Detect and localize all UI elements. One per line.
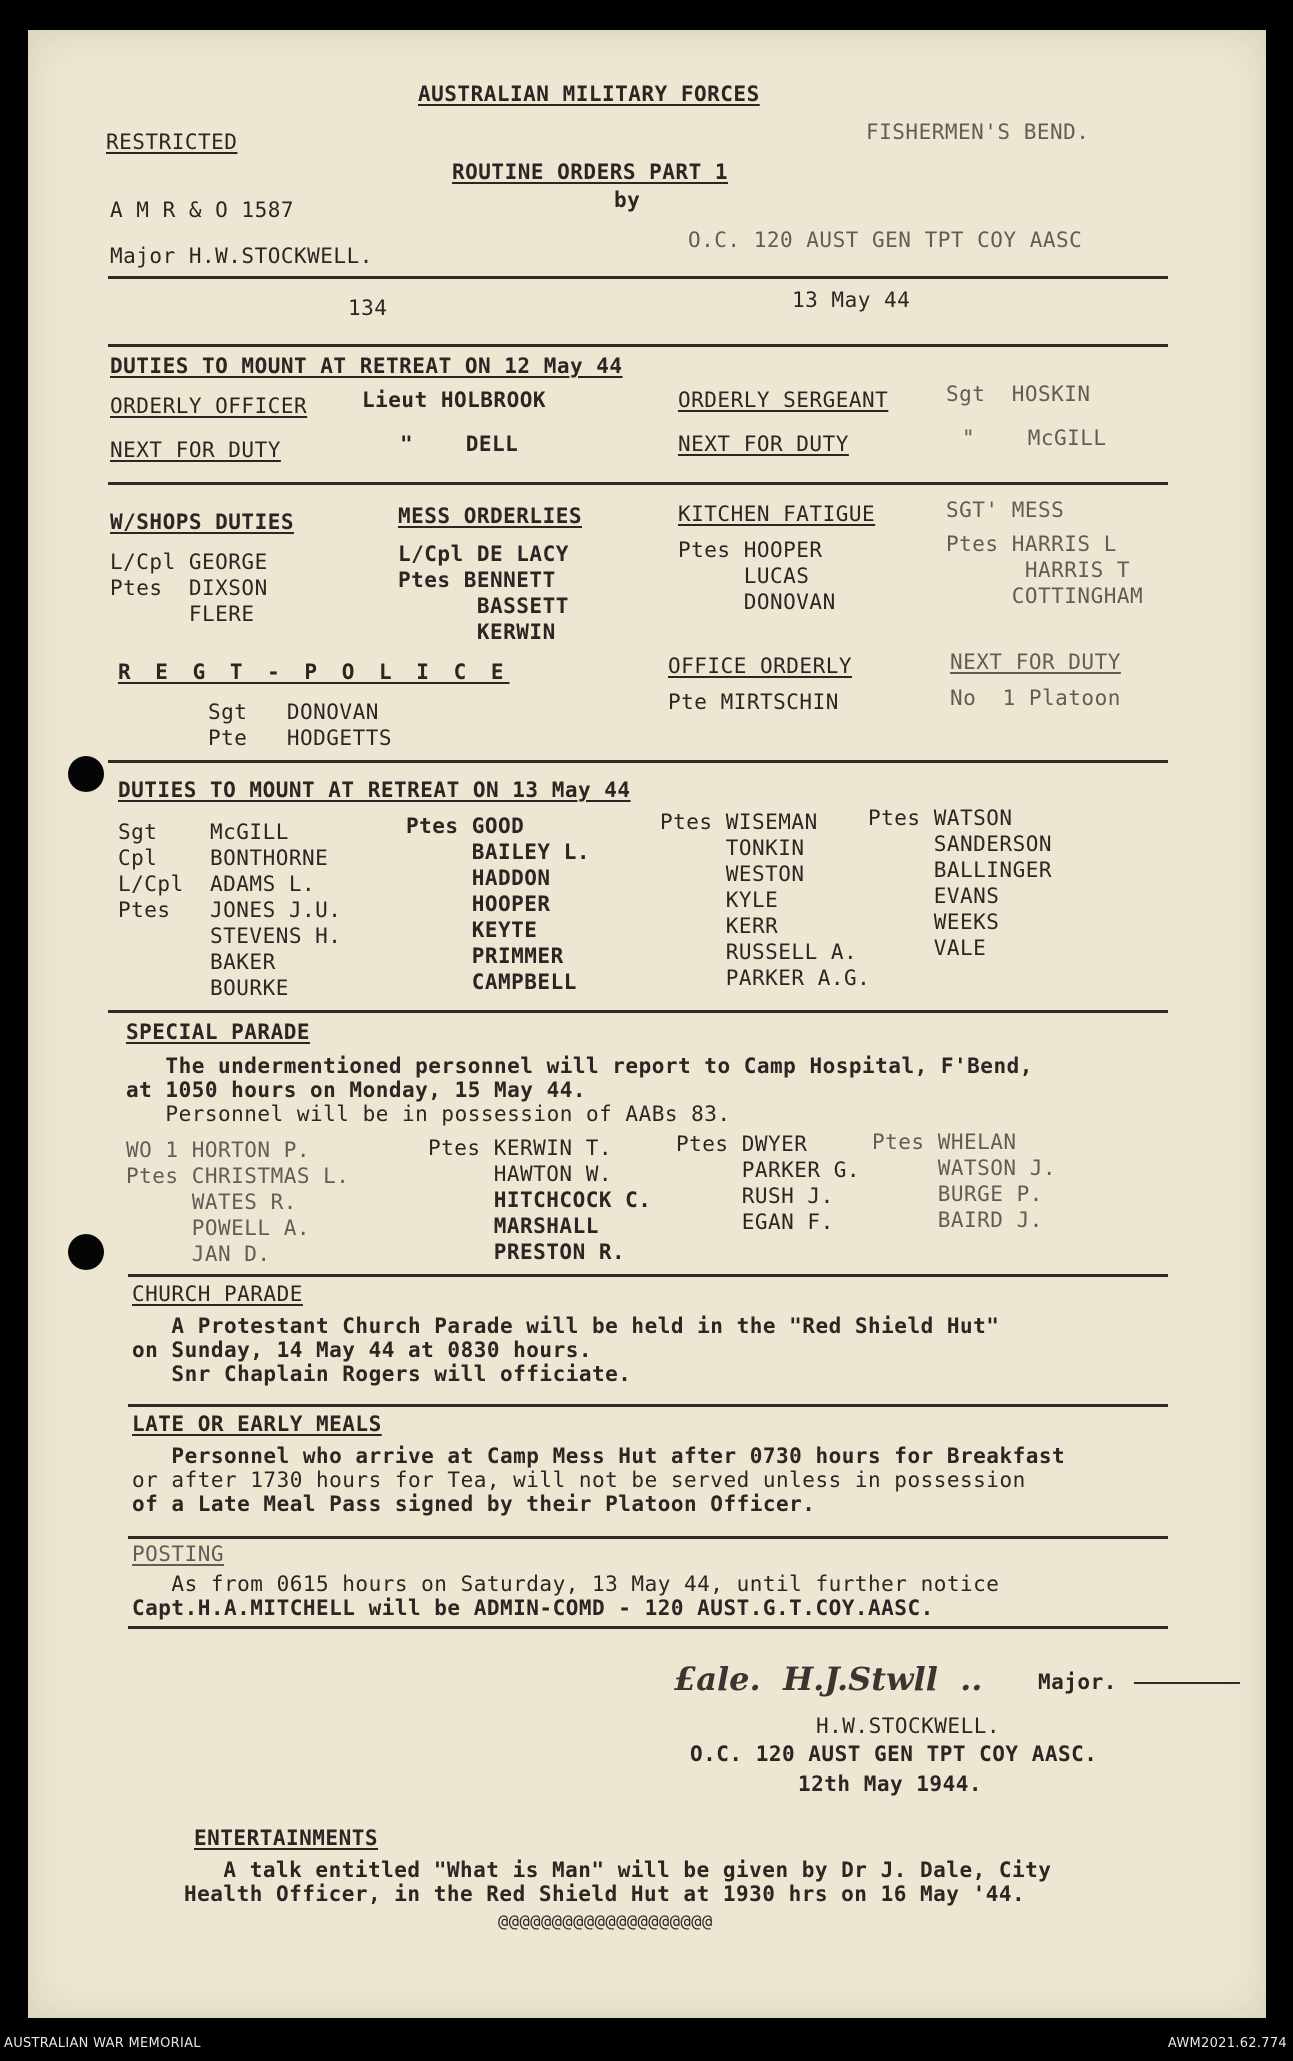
mess-line: KERWIN [398, 620, 556, 644]
special-entry: RUSH J. [676, 1184, 834, 1208]
special-entry: Ptes KERWIN T. [428, 1136, 613, 1160]
signatory-unit: O.C. 120 AUST GEN TPT COY AASC. [690, 1742, 1098, 1766]
entertainments-heading: ENTERTAINMENTS [194, 1826, 379, 1850]
special-entry: Ptes WHELAN [872, 1130, 1017, 1154]
wshops-label: W/SHOPS DUTIES [110, 510, 295, 534]
duty-13-entry: Ptes WATSON [868, 806, 1013, 830]
sgts-line: Ptes HARRIS L [946, 532, 1117, 556]
police-line: Pte HODGETTS [208, 726, 393, 750]
duty-13-entry: Ptes WISEMAN [660, 810, 818, 834]
special-entry: PRESTON R. [428, 1240, 626, 1264]
duty-13-entry: KERR [660, 914, 779, 938]
duty-13-entry: L/Cpl ADAMS L. [118, 872, 316, 896]
special-entry: JAN D. [126, 1242, 271, 1266]
document-page [28, 30, 1266, 2018]
duty-13-entry: RUSSELL A. [660, 940, 858, 964]
duty-13-entry: PARKER A.G. [660, 966, 871, 990]
church-parade-text: on Sunday, 14 May 44 at 0830 hours. [132, 1338, 593, 1362]
divider [108, 344, 1168, 347]
duty-13-entry: WEEKS [868, 910, 1000, 934]
special-entry: PARKER G. [676, 1158, 861, 1182]
footer-accession: AWM2021.62.774 [1167, 2036, 1287, 2051]
order-reference: A M R & O 1587 [110, 198, 295, 222]
posting-text: Capt.H.A.MITCHELL will be ADMIN-COMD - 120 AUST.G.T.COY.AASC. [132, 1596, 934, 1620]
signature-date: 12th May 1944. [798, 1772, 983, 1796]
sgts-line: HARRIS T [946, 558, 1131, 582]
forces-heading: AUSTRALIAN MILITARY FORCES [418, 82, 760, 106]
special-entry: MARSHALL [428, 1214, 599, 1238]
special-entry: HITCHCOCK C. [428, 1188, 652, 1212]
mess-orderlies-label: MESS ORDERLIES [398, 504, 583, 528]
duty-13-entry: VALE [868, 936, 987, 960]
duty-13-entry: PRIMMER [406, 944, 564, 968]
duty-13-entry: SANDERSON [868, 832, 1053, 856]
church-parade-text: A Protestant Church Parade will be held in the "Red Shield Hut" [132, 1314, 1000, 1338]
next-for-duty-label: NEXT FOR DUTY [678, 432, 849, 456]
meals-text: of a Late Meal Pass signed by their Platoon Officer. [132, 1492, 816, 1516]
special-entry: BURGE P. [872, 1182, 1043, 1206]
kitchen-fatigue-label: KITCHEN FATIGUE [678, 502, 876, 526]
special-entry: BAIRD J. [872, 1208, 1043, 1232]
order-number: 134 [348, 296, 388, 320]
duty-13-entry: BAKER [118, 950, 276, 974]
duty-13-entry: KYLE [660, 888, 779, 912]
orders-by: by [614, 188, 641, 212]
footer-credit: AUSTRALIAN WAR MEMORIAL [4, 2036, 201, 2051]
orders-title: ROUTINE ORDERS PART 1 [452, 160, 729, 184]
duty-13-entry: Sgt McGILL [118, 820, 289, 844]
punch-hole [68, 1234, 104, 1270]
kitchen-line: Ptes HOOPER [678, 538, 823, 562]
divider [128, 1626, 1168, 1629]
duty-13-entry: KEYTE [406, 918, 538, 942]
meals-text: or after 1730 hours for Tea, will not be served unless in possession [132, 1468, 1026, 1492]
divider [108, 482, 1168, 485]
special-entry: Ptes DWYER [676, 1132, 808, 1156]
church-parade-text: Snr Chaplain Rogers will officiate. [132, 1362, 632, 1386]
special-entry: WATSON J. [872, 1156, 1057, 1180]
duty-13-entry: TONKIN [660, 836, 805, 860]
duty-13-entry: STEVENS H. [118, 924, 342, 948]
divider [128, 1274, 1168, 1277]
church-parade-heading: CHURCH PARADE [132, 1282, 303, 1306]
duty-13-entry: HADDON [406, 866, 551, 890]
next-for-duty-label: NEXT FOR DUTY [950, 650, 1121, 674]
special-parade-text: Personnel will be in possession of AABs 83. [126, 1102, 731, 1126]
divider [108, 760, 1168, 763]
special-entry: Ptes CHRISTMAS L. [126, 1164, 350, 1188]
terminator-line: @@@@@@@@@@@@@@@@@@@@ [498, 1912, 713, 1932]
orderly-officer: Lieut HOLBROOK [362, 388, 547, 412]
handwritten-signature: £ale. H.J.Stwll .. [674, 1660, 983, 1698]
police-line: Sgt DONOVAN [208, 700, 379, 724]
wshops-line: FLERE [110, 602, 255, 626]
next-sergeant: " McGILL [962, 426, 1107, 450]
meals-heading: LATE OR EARLY MEALS [132, 1412, 382, 1436]
duty-13-entry: BALLINGER [868, 858, 1053, 882]
wshops-line: Ptes DIXSON [110, 576, 268, 600]
posting-heading: POSTING [132, 1542, 225, 1566]
duty-13-entry: Ptes JONES J.U. [118, 898, 342, 922]
duty-13-entry: BAILEY L. [406, 840, 591, 864]
duty-13-entry: CAMPBELL [406, 970, 577, 994]
duties-13-heading: DUTIES TO MOUNT AT RETREAT ON 13 May 44 [118, 778, 631, 802]
meals-text: Personnel who arrive at Camp Mess Hut after 0730 hours for Breakfast [132, 1444, 1066, 1468]
entertainments-text: A talk entitled "What is Man" will be given by Dr J. Dale, City [184, 1858, 1052, 1882]
duties-12-heading: DUTIES TO MOUNT AT RETREAT ON 12 May 44 [110, 354, 623, 378]
posting-text: As from 0615 hours on Saturday, 13 May 44, until further notice [132, 1572, 1000, 1596]
duty-13-entry: Ptes GOOD [406, 814, 525, 838]
signatory-name: H.W.STOCKWELL. [816, 1714, 1001, 1738]
regimental-police-label: R E G T - P O L I C E [118, 660, 510, 684]
unit: O.C. 120 AUST GEN TPT COY AASC [688, 228, 1083, 252]
duty-13-entry: Cpl BONTHORNE [118, 846, 329, 870]
mess-line: L/Cpl DE LACY [398, 542, 569, 566]
sgts-mess-label: SGT' MESS [946, 498, 1065, 522]
signed-rank: Major. [1038, 1670, 1117, 1694]
entertainments-text: Health Officer, in the Red Shield Hut at 1930 hrs on 16 May '44. [184, 1882, 1026, 1906]
special-entry: EGAN F. [676, 1210, 834, 1234]
duty-13-entry: WESTON [660, 862, 805, 886]
divider [108, 276, 1168, 279]
divider [108, 1010, 1168, 1013]
duty-13-entry: EVANS [868, 884, 1000, 908]
special-parade-text: at 1050 hours on Monday, 15 May 44. [126, 1078, 587, 1102]
order-date: 13 May 44 [792, 288, 911, 312]
next-officer: " DELL [400, 432, 519, 456]
orderly-officer-label: ORDERLY OFFICER [110, 394, 308, 418]
special-parade-heading: SPECIAL PARADE [126, 1020, 311, 1044]
office-orderly-label: OFFICE ORDERLY [668, 654, 853, 678]
next-for-duty-label: NEXT FOR DUTY [110, 438, 281, 462]
sgts-line: COTTINGHAM [946, 584, 1144, 608]
special-entry: WATES R. [126, 1190, 297, 1214]
punch-hole [68, 756, 104, 792]
signature-line [1134, 1682, 1240, 1684]
location: FISHERMEN'S BEND. [866, 120, 1090, 144]
next-for-duty-value: No 1 Platoon [950, 686, 1121, 710]
divider [128, 1536, 1168, 1539]
special-parade-text: The undermentioned personnel will report to Camp Hospital, F'Bend, [126, 1054, 1033, 1078]
special-entry: WO 1 HORTON P. [126, 1138, 311, 1162]
kitchen-line: DONOVAN [678, 590, 836, 614]
mess-line: BASSETT [398, 594, 569, 618]
duty-13-entry: HOOPER [406, 892, 551, 916]
orderly-sergeant-label: ORDERLY SERGEANT [678, 388, 889, 412]
divider [128, 1404, 1168, 1407]
orderly-sergeant: Sgt HOSKIN [946, 382, 1091, 406]
duty-13-entry: BOURKE [118, 976, 289, 1000]
wshops-line: L/Cpl GEORGE [110, 550, 268, 574]
special-entry: HAWTON W. [428, 1162, 613, 1186]
restricted-mark: RESTRICTED [106, 130, 238, 154]
commander: Major H.W.STOCKWELL. [110, 244, 373, 268]
kitchen-line: LUCAS [678, 564, 810, 588]
special-entry: POWELL A. [126, 1216, 311, 1240]
mess-line: Ptes BENNETT [398, 568, 556, 592]
office-orderly: Pte MIRTSCHIN [668, 690, 839, 714]
